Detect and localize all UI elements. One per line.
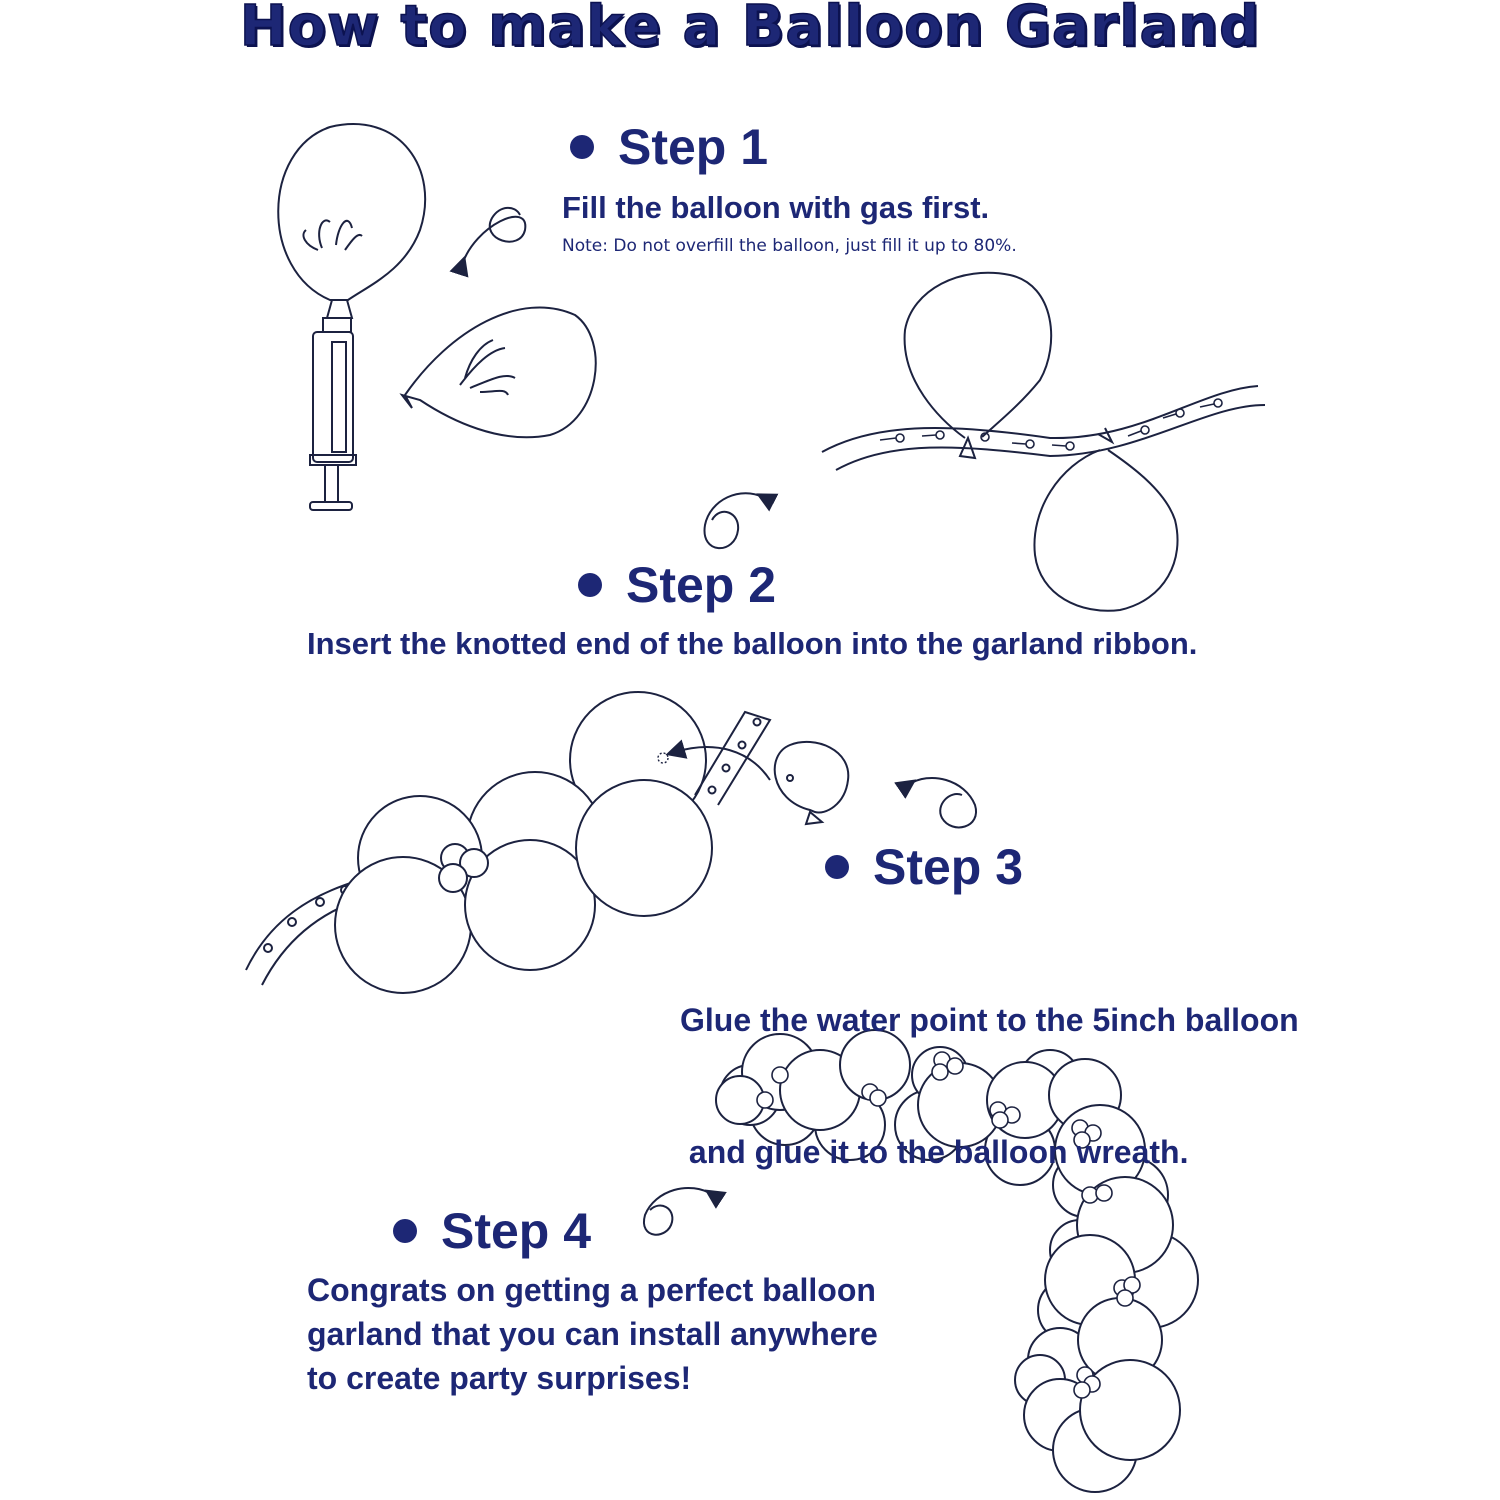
step-2-heading <box>578 556 776 614</box>
curly-arrow-icon <box>462 208 525 265</box>
page-title: How to make a Balloon Garland <box>239 0 1261 59</box>
step-4-heading <box>393 1202 591 1260</box>
hand-pump-balloon-icon <box>278 124 425 510</box>
bullet-dot-icon <box>570 135 594 159</box>
step-3-line-2: and glue it to the balloon wreath. <box>680 1134 1189 1170</box>
step-4-line-2: garland that you can install anywhere <box>307 1316 878 1352</box>
step-2-text <box>307 626 1197 662</box>
step-3-heading <box>825 838 1023 896</box>
deflating-balloon-icon <box>402 307 596 437</box>
step-3-text <box>680 910 1299 1262</box>
curly-arrow-icon <box>908 778 976 827</box>
step-1-text <box>562 190 989 226</box>
bullet-dot-icon <box>825 855 849 879</box>
bullet-dot-icon <box>393 1219 417 1243</box>
step-1-note: Note: Do not overfill the balloon, just fill it up to 80%. <box>562 236 1017 256</box>
step-1-heading <box>570 118 768 176</box>
step-3-line-1: Glue the water point to the 5inch balloon <box>680 1002 1299 1038</box>
step-1-line-1: Fill the balloon with gas first. <box>562 190 990 225</box>
garland-ribbon-icon <box>822 273 1265 611</box>
step-3-title: Step 3 <box>873 839 1024 895</box>
step-2-title: Step 2 <box>626 557 777 613</box>
step-4-line-1: Congrats on getting a perfect balloon <box>307 1272 876 1308</box>
step-4-title: Step 4 <box>441 1203 592 1259</box>
step-4-text <box>307 1268 878 1400</box>
curly-arrow-icon <box>705 493 765 548</box>
bullet-dot-icon <box>578 573 602 597</box>
step-4-line-3: to create party surprises! <box>307 1360 692 1396</box>
step-2-line-1: Insert the knotted end of the balloon into the garland ribbon. <box>307 626 1198 661</box>
step-1-title: Step 1 <box>618 119 769 175</box>
